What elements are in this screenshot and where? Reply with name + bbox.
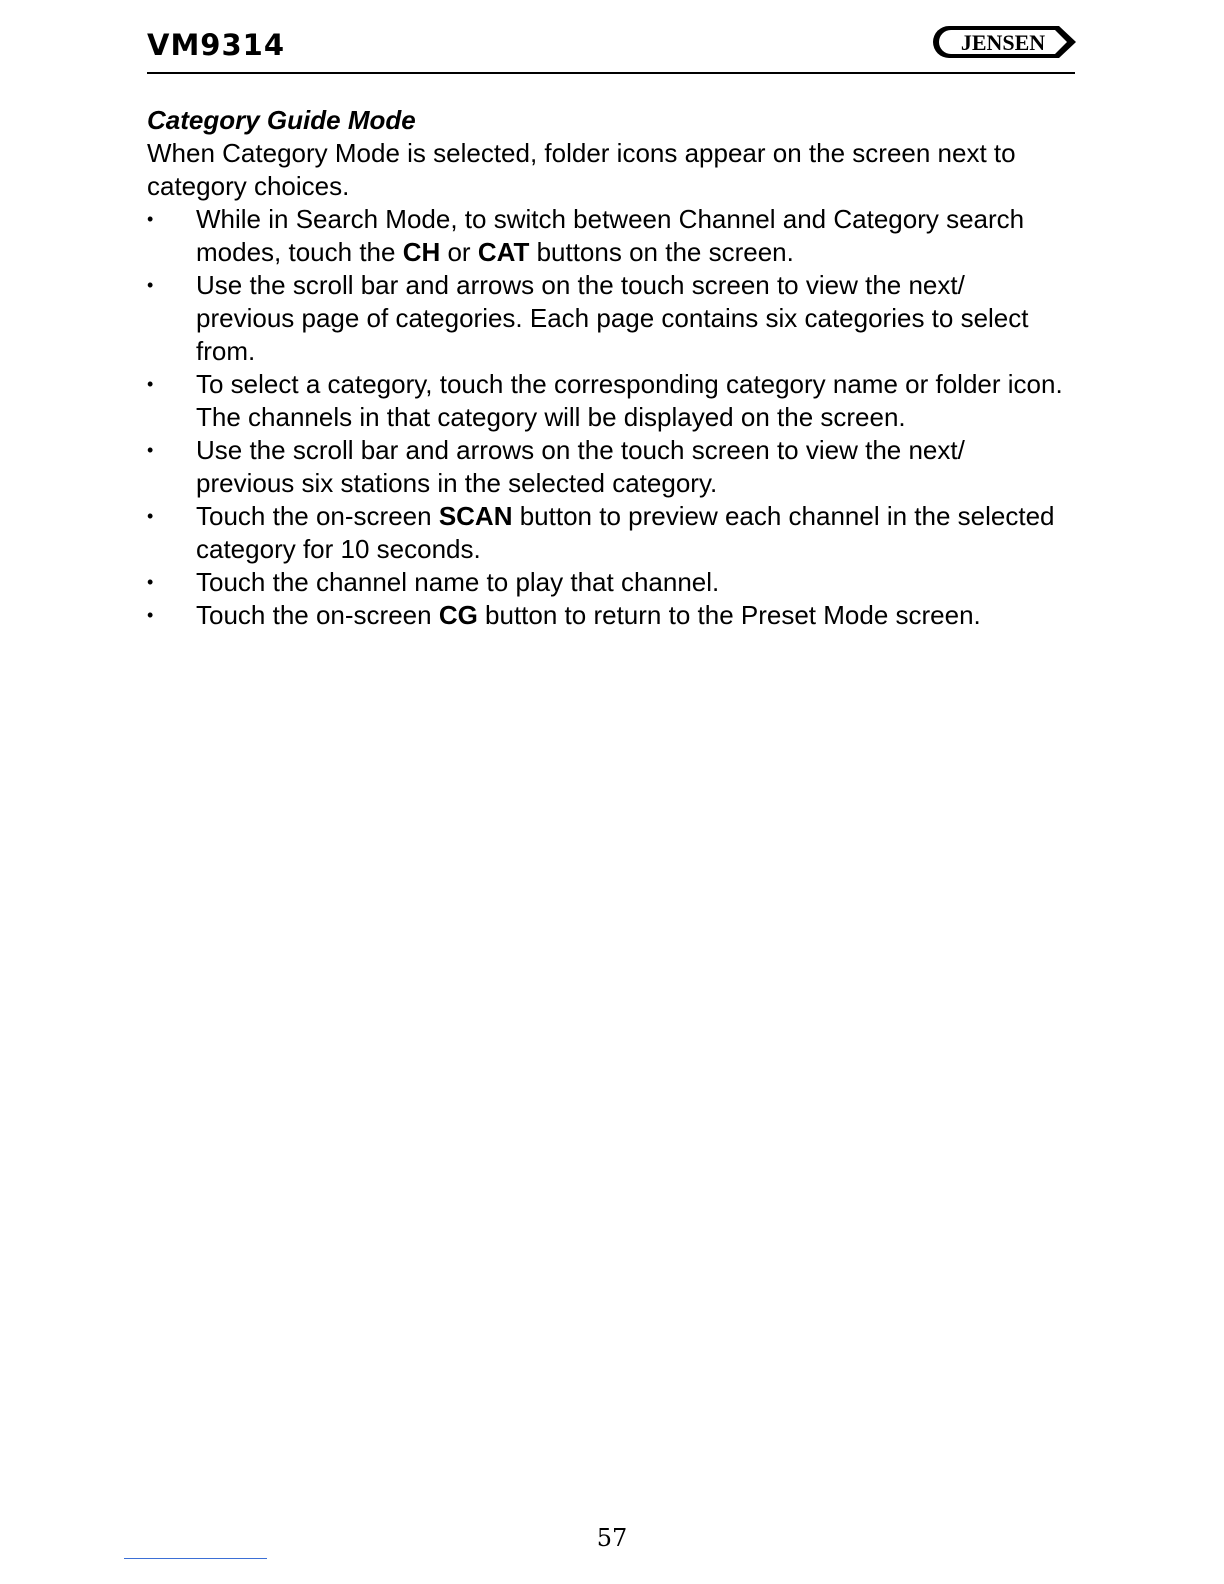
list-item-text: Touch the channel name to play that channel.: [196, 567, 720, 597]
list-item: [147, 434, 1067, 500]
list-item: [147, 203, 1067, 269]
list-item-text: or: [440, 237, 478, 267]
list-item: [147, 269, 1067, 368]
list-item-text: button to preview each channel in the selected category for 10 seconds.: [196, 501, 1055, 564]
footer-line: [124, 1558, 267, 1559]
bullet-dot-icon: •: [147, 572, 154, 592]
list-item-text: Touch the on-screen: [196, 600, 439, 630]
list-item-text: Use the scroll bar and arrows on the touch screen to view the next/ previous page of categories. Each page contains six categories to select from.: [196, 270, 1029, 366]
bullet-dot-icon: •: [147, 605, 154, 625]
section-heading: Category Guide Mode: [147, 105, 416, 135]
bullet-list: [147, 203, 1067, 632]
logo-wordmark: JENSEN: [960, 30, 1046, 55]
page-number: 57: [596, 1524, 628, 1552]
bullet-dot-icon: •: [147, 440, 154, 460]
list-item: [147, 500, 1067, 566]
header-rule: [147, 72, 1075, 74]
list-item: [147, 566, 1067, 599]
list-item-text: To select a category, touch the corresponding category name or folder icon. The channels in that category will be displayed on the screen.: [196, 369, 1063, 432]
list-item: [147, 599, 1067, 632]
bold-term: CG: [438, 600, 478, 630]
intro-paragraph: When Category Mode is selected, folder icons appear on the screen next to category choices.: [147, 138, 1016, 201]
list-item-text: Touch the on-screen: [196, 501, 439, 531]
bold-term: CAT: [477, 237, 530, 267]
bold-term: SCAN: [438, 501, 513, 531]
bullet-dot-icon: •: [147, 275, 154, 295]
list-item-text: button to return to the Preset Mode screen.: [477, 600, 981, 630]
bullet-dot-icon: •: [147, 374, 154, 394]
model-title: VM9314: [147, 28, 286, 62]
section-content: [147, 104, 1067, 632]
list-item-text: buttons on the screen.: [529, 237, 794, 267]
bold-term: CH: [402, 237, 441, 267]
bullet-dot-icon: •: [147, 209, 154, 229]
list-item-text: Use the scroll bar and arrows on the touch screen to view the next/ previous six stations in the selected category.: [196, 435, 965, 498]
list-item: [147, 368, 1067, 434]
jensen-logo: [929, 23, 1079, 61]
list-item-text: While in Search Mode, to switch between Channel and Category search modes, touch the: [196, 204, 1025, 267]
bullet-dot-icon: •: [147, 506, 154, 526]
